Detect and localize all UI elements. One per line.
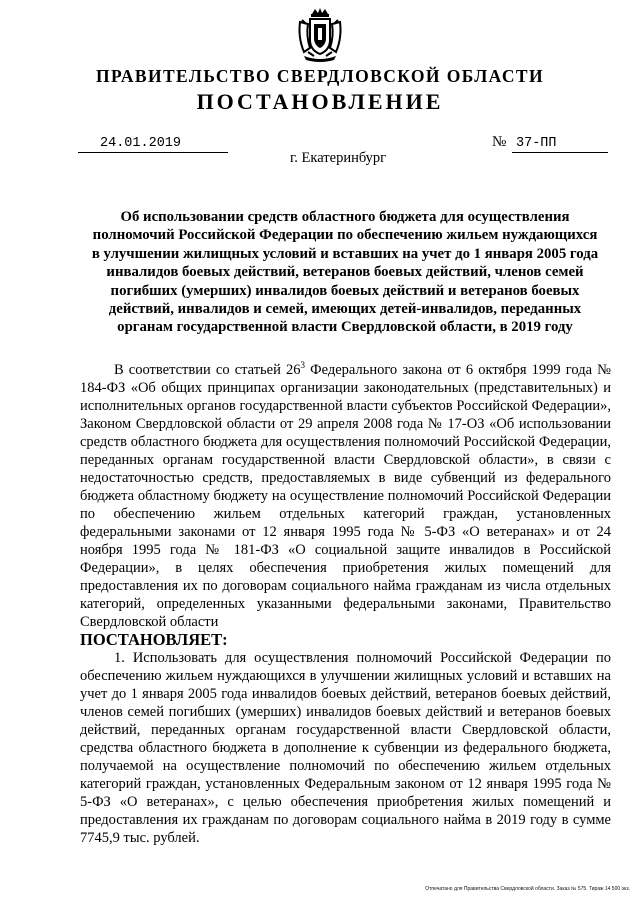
document-type: ПОСТАНОВЛЕНИЕ (196, 89, 444, 114)
organization-name: ПРАВИТЕЛЬСТВО СВЕРДЛОВСКОЙ ОБЛАСТИ (96, 66, 544, 86)
title-line: погибших (умерших) инвалидов боевых действий и ветеранов боевых (110, 282, 580, 299)
decree-word: ПОСТАНОВЛЯЕТ: (80, 630, 228, 649)
city-name: г. Екатеринбург (290, 150, 387, 166)
title-line: Об использовании средств областного бюджета для осуществления (120, 209, 570, 225)
document-body (80, 361, 611, 847)
document-title (78, 208, 612, 337)
document-date: 24.01.2019 (78, 136, 228, 153)
number-label: № (492, 134, 507, 150)
title-line: органам государственной власти Свердловской области, в 2019 году (117, 319, 573, 336)
coat-of-arms-icon (296, 8, 344, 62)
title-line: инвалидов боевых действий, ветеранов боевых действий, членов семей (106, 264, 584, 281)
preamble-paragraph (80, 361, 611, 631)
title-line: полномочий Российской Федерации по обеспечению жильем нуждающихся (92, 227, 598, 244)
preamble-text-start: В соответствии со статьей 26 (114, 362, 301, 378)
title-line: действий, инвалидов и семей, имеющих детей-инвалидов, переданных (108, 301, 582, 318)
print-note: Отпечатано для Правительства Свердловской области. Заказ № 575. Тираж 14 500 экз. (425, 886, 630, 892)
clause-1-paragraph: 1. Использовать для осуществления полномочий Российской Федерации по обеспечению жильем нуждающихся в улучшении жилищных условий и вставших на учет до 1 января 2005 года инвалидов боевых действий, ветеранов боевых действий, членов семей погибших (умерших) инвалидов боевых действий и ветеранов боевых действий, переданных органам государственной власти Свердловской области, средства областного бюджета в дополнение к субвенции из федерального бюджета, получаемой на осуществление полномочий по обеспечению жильем отдельных категорий граждан, установленных Федеральным законом от 12 января 1995 года № 5-ФЗ «О ветеранах», с целью обеспечения приобретения жилых помещений и предоставления их гражданам по договорам социального найма в 2019 году в сумме 7745,9 тыс. рублей. (80, 650, 611, 846)
title-line: в улучшении жилищных условий и вставших на учет до 1 января 2005 года (91, 245, 599, 262)
preamble-text-rest: Федерального закона от 6 октября 1999 года № 184-ФЗ «Об общих принципах организации законодательных (представительных) и исполнительных органов государственной власти субъектов Российской Федерации», Законом Свердловской области от 29 апреля 2008 года № 17-ОЗ «Об использовании средств областного бюджета для осуществления полномочий Российской Федерации, переданных органам государственной власти Свердловской области», в связи с недостаточностью средств, предоставляемых в виде субвенций из федерального бюджета областному бюджету на осуществление полномочий Российской Федерации по обеспечению жильем отдельных категорий граждан, установленных федеральными законами от 12 января 1995 года № 5-ФЗ «О ветеранах» и от 24 ноября 1995 года № 181-ФЗ «О социальной защите инвалидов в Российской Федерации», в целях обеспечения приобретения жилых помещений для предоставления их по договорам социального найма гражданам из числа отдельных категорий, определенных указанными федеральными законами, Правительство Свердловской области (80, 362, 611, 630)
document-number: 37-ПП (512, 136, 608, 153)
article-superscript: 3 (300, 360, 306, 371)
